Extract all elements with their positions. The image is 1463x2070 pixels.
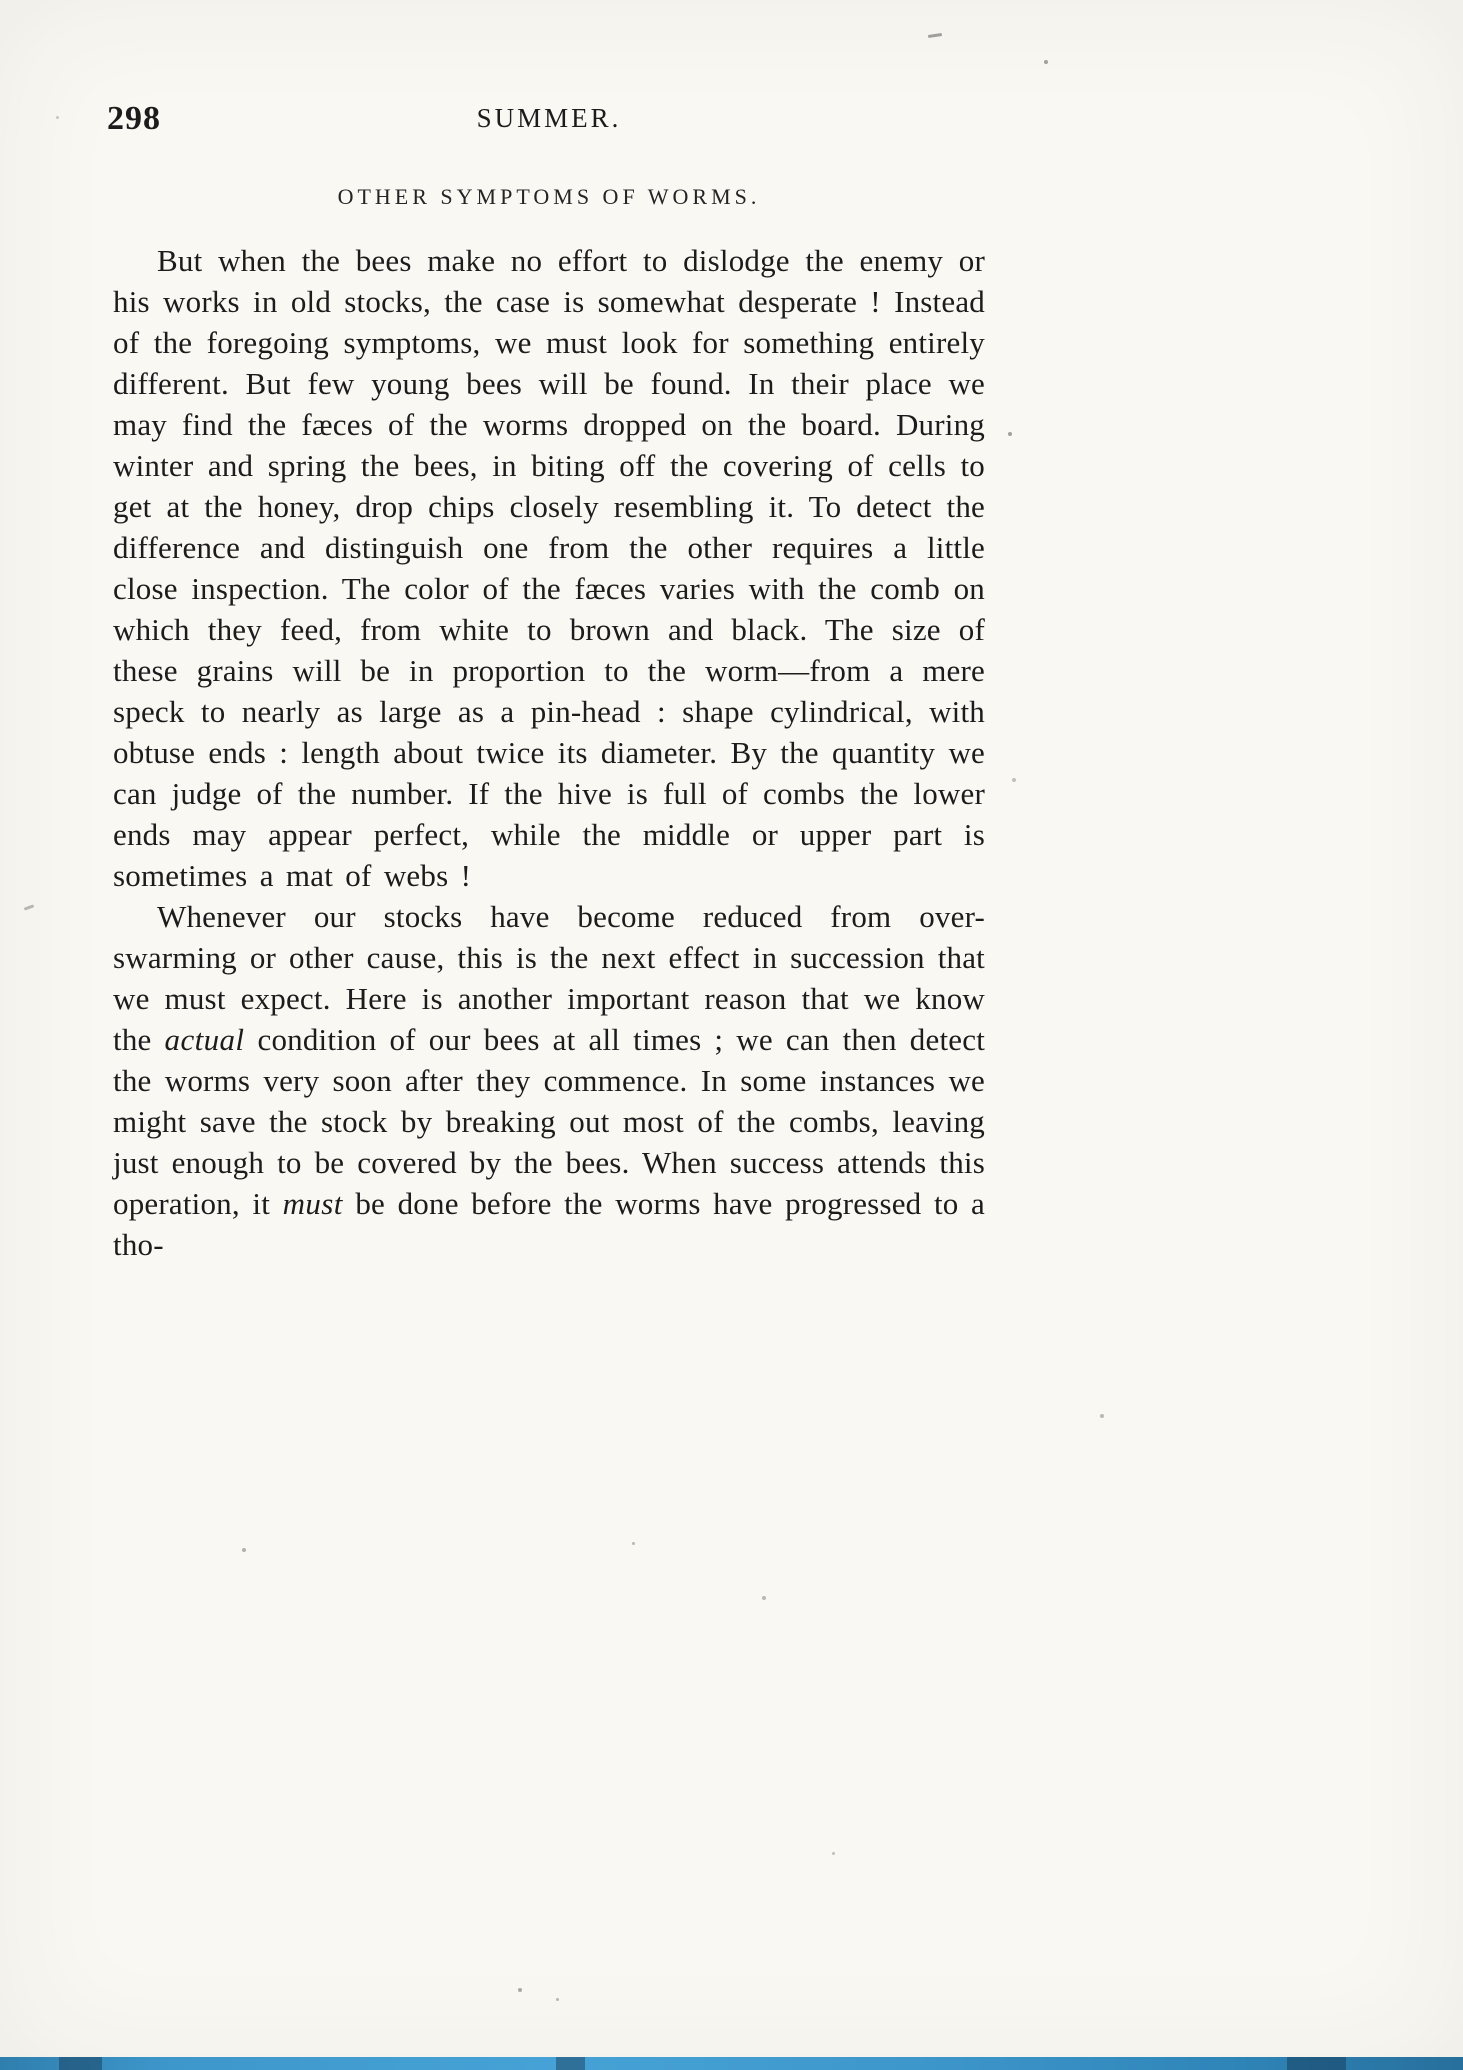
scan-speck: [1008, 432, 1012, 436]
scan-edge-dark-notch: [556, 2057, 585, 2070]
scan-speck: [242, 1548, 246, 1552]
scan-edge-strip: [0, 2057, 1463, 2070]
scan-speck: [1012, 778, 1016, 782]
scan-speck: [832, 1852, 835, 1855]
scan-edge-dark-notch: [59, 2057, 103, 2070]
scan-speck: [762, 1596, 766, 1600]
page-header: [107, 100, 985, 144]
scan-speck: [928, 33, 942, 38]
page-number: 298: [107, 100, 161, 137]
scan-speck: [556, 1998, 559, 2001]
body-copy: [113, 240, 985, 1265]
text-block: [107, 100, 986, 1265]
scan-speck: [518, 1988, 522, 1992]
section-heading: OTHER SYMPTOMS OF WORMS.: [337, 184, 761, 209]
running-header: SUMMER.: [476, 103, 622, 133]
scan-speck: [632, 1542, 635, 1545]
italic-word-must: must: [282, 1186, 343, 1221]
paragraph-1: But when the bees make no effort to dislodge the enemy or his works in old stocks, the case is somewhat desperate ! Instead of the foregoing symptoms, we must look for something entirely different. But few young bees will be found. In their place we may find the fæces of the worms dropped on the board. During winter and spring the bees, in biting off the covering of cells to get at the honey, drop chips closely resembling it. To detect the difference and distinguish one from the other requires a little close inspection. The color of the fæces varies with the comb on which they feed, from white to brown and black. The size of these grains will be in proportion to the worm—from a mere speck to nearly as large as a pin-head : shape cylindrical, with obtuse ends : length about twice its diameter. By the quantity we can judge of the number. If the hive is full of combs the lower ends may appear perfect, while the middle or upper part is sometimes a mat of webs !: [113, 243, 985, 893]
italic-word-actual: actual: [164, 1022, 245, 1057]
scan-speck: [56, 116, 59, 119]
scan-speck: [1100, 1414, 1104, 1418]
paragraph-2-text: Whenever our stocks have become reduced from over-swarming or other cause, this is the next effect in succession that we must expect. Here is another important reason that we know the: [113, 899, 985, 1057]
scan-edge-dark-notch: [1287, 2057, 1346, 2070]
paragraph-2-text: be done before the worms have progressed to a tho-: [113, 1186, 985, 1262]
scan-speck: [24, 904, 34, 910]
paragraph-2: [113, 896, 985, 1265]
paragraph-2-text: condition of our bees at all times ; we can then detect the worms very soon after they commence. In some instances we might save the stock by breaking out most of the combs, leaving just enough to be covered by the bees. When success attends this operation, it: [113, 1022, 986, 1221]
scan-speck: [1044, 60, 1048, 64]
